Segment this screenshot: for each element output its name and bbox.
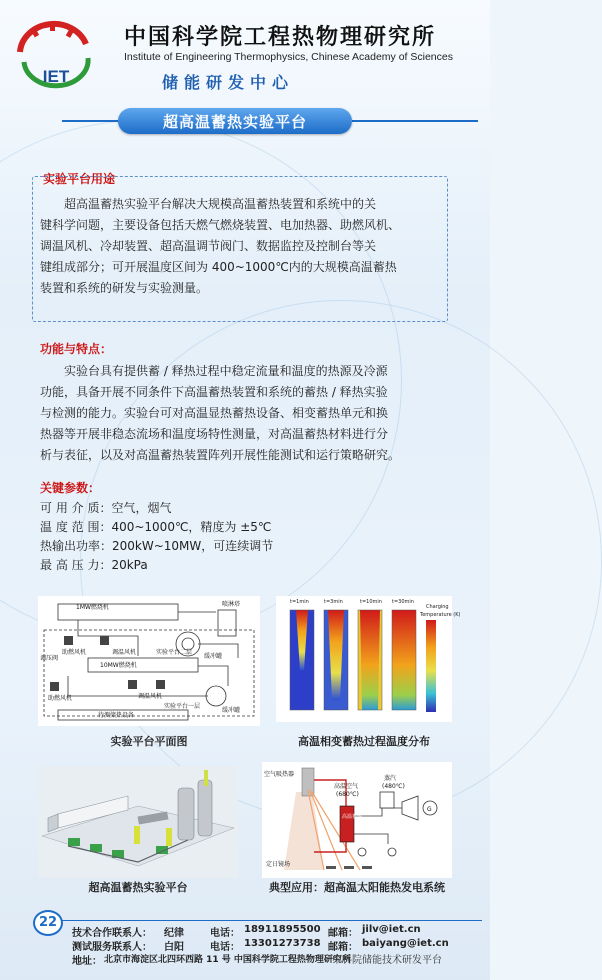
param-medium: [40, 499, 171, 518]
test-email[interactable]: baiyang@iet.cn: [362, 938, 449, 949]
storage-block: [340, 806, 354, 842]
plan-label-fan3: 助燃风机: [48, 695, 73, 702]
param-value: 空气，烟气: [111, 501, 172, 515]
features-text: [40, 361, 450, 466]
solar-label-storage: 高温蓄热: [342, 814, 363, 820]
temp-panel-title: t=3min: [324, 599, 343, 605]
purpose-heading: 实验平台用途: [40, 170, 118, 187]
features-line: 析与表征，以及对高温蓄热装置阵列开展性能测试和运行策略研究。: [40, 448, 401, 462]
param-value: 20kPa: [111, 558, 148, 572]
address-label: 地址：: [72, 956, 102, 967]
param-pressure: [40, 556, 148, 575]
solar-caption: 典型应用：超高温太阳能热发电系统: [269, 881, 445, 894]
features-line: 功能，具备开展不同条件下高温蓄热装置和系统的蓄热 / 释热实验: [40, 385, 388, 399]
solar-label-hot-air: 高温空气: [334, 783, 359, 790]
test-phone: 13301273738: [244, 938, 321, 949]
plan-label-fan2: 调温风机: [112, 649, 137, 656]
iet-logo: [14, 18, 98, 88]
tech-contact-name: 纪律: [164, 928, 184, 939]
test-phone-label: 电话：: [210, 942, 240, 953]
solar-label-absorber: 空气吸热器: [264, 771, 295, 778]
param-value: 400~1000℃，精度为 ±5℃: [111, 520, 272, 534]
purpose-line: 键科学问题，主要设备包括天燃气燃烧装置、电加热器、助燃风机、: [40, 218, 401, 232]
page-title: 超高温蓄热实验平台: [162, 113, 307, 131]
temp-legend-unit: Temperature (K): [420, 612, 461, 618]
page-number: 22: [33, 910, 63, 936]
param-label: 温 度 范 围：: [40, 520, 112, 534]
plan-label-storage: 待测储热设备: [98, 712, 135, 719]
center-name: 储能研发中心: [162, 73, 295, 92]
plan-label-valve: 调压阀: [40, 655, 59, 662]
solar-label-steam-temp: (480℃): [382, 783, 405, 790]
temperature-figure: [276, 596, 461, 722]
title-divider-right: [352, 120, 478, 122]
plan-figure: [38, 596, 260, 726]
plan-label-buffer2: 缓冲罐: [222, 707, 241, 714]
logo-text: IET: [42, 67, 70, 86]
test-contact-name: 白阳: [164, 942, 184, 953]
plan-label-burner1: 1MW燃烧机: [76, 604, 109, 611]
test-email-label: 邮箱：: [328, 942, 358, 953]
plan-label-burner10: 10MW燃烧机: [100, 662, 137, 669]
param-power: [40, 537, 273, 556]
key-params-heading: 关键参数：: [40, 481, 101, 495]
plan-label-fan4: 调温风机: [138, 693, 163, 700]
features-line: 热器等开展非稳态流场和温度场特性测量，对高温蓄热材料进行分: [40, 427, 389, 441]
tech-phone-label: 电话：: [210, 928, 240, 939]
plan-label-buffer: 缓冲罐: [204, 653, 223, 660]
address: 北京市海淀区北四环西路 11 号 中国科学院工程热物理研究所: [104, 955, 351, 965]
plan-label-floor1: 实验平台一层: [164, 703, 201, 710]
param-label: 最 高 压 力：: [40, 558, 112, 572]
platform-3d-figure: [38, 766, 238, 878]
page-title-bar: [118, 108, 352, 134]
purpose-line: 调温风机、冷却装置、超高温调节阀门、数据监控及控制台等关: [40, 239, 377, 253]
plan-label-fan1: 助燃风机: [62, 649, 87, 656]
institute-name-en: Institute of Engineering Thermophysics, Chinese Academy of Sciences: [124, 51, 453, 63]
plan-caption: 实验平台平面图: [110, 735, 188, 748]
solar-figure: [262, 762, 452, 878]
param-label: 可 用 介 质：: [40, 501, 112, 515]
temp-panel-title: t=30min: [392, 599, 414, 605]
param-temperature: [40, 518, 271, 537]
institute-name-cn: 中国科学院工程热物理研究所: [124, 24, 437, 50]
test-contact-label: 测试服务联系人：: [72, 942, 152, 953]
temperature-caption: 高温相变蓄热过程温度分布: [298, 735, 430, 748]
solar-label-generator: G: [427, 806, 432, 813]
param-value: 200kW~10MW，可连续调节: [112, 539, 274, 553]
platform-3d-caption: 超高温蓄热实验平台: [88, 881, 188, 894]
tech-contact-label: 技术合作联系人：: [72, 928, 152, 939]
watermark: 中科院储能技术研发平台: [332, 955, 442, 966]
plan-label-spray: 喷淋塔: [222, 601, 241, 608]
plan-label-floor2: 实验平台二层: [156, 649, 193, 656]
purpose-text: [40, 194, 440, 299]
solar-label-hot-air-temp: (680℃): [336, 791, 359, 798]
temp-panel-4: [392, 610, 416, 710]
title-divider-left: [62, 120, 118, 122]
solar-label-heliostat: 定日镜场: [266, 861, 291, 868]
temp-legend-bar: [426, 620, 436, 712]
temp-panel-title: t=1min: [290, 599, 309, 605]
tech-email[interactable]: jilv@iet.cn: [362, 924, 421, 935]
temp-legend-title: Charging: [426, 604, 449, 610]
purpose-line: 超高温蓄热实验平台解决大规模高温蓄热装置和系统中的关: [64, 197, 377, 211]
features-heading: 功能与特点：: [40, 342, 113, 356]
tech-phone: 18911895500: [244, 924, 321, 935]
tech-email-label: 邮箱：: [328, 928, 358, 939]
purpose-line: 装置和系统的研发与实验测量。: [40, 281, 209, 295]
features-line: 实验台具有提供蓄 / 释热过程中稳定流量和温度的热源及冷源: [64, 364, 388, 378]
purpose-line: 键组成部分；可开展温度区间为 400~1000℃内的大规模高温蓄热: [40, 260, 397, 274]
param-label: 热输出功率：: [40, 539, 113, 553]
solar-label-steam: 蒸汽: [384, 775, 397, 782]
temp-panel-title: t=10min: [360, 599, 382, 605]
features-line: 与检测的能力。实验台可对高温显热蓄热设备、相变蓄热单元和换: [40, 406, 389, 420]
footer-divider: [62, 920, 482, 921]
